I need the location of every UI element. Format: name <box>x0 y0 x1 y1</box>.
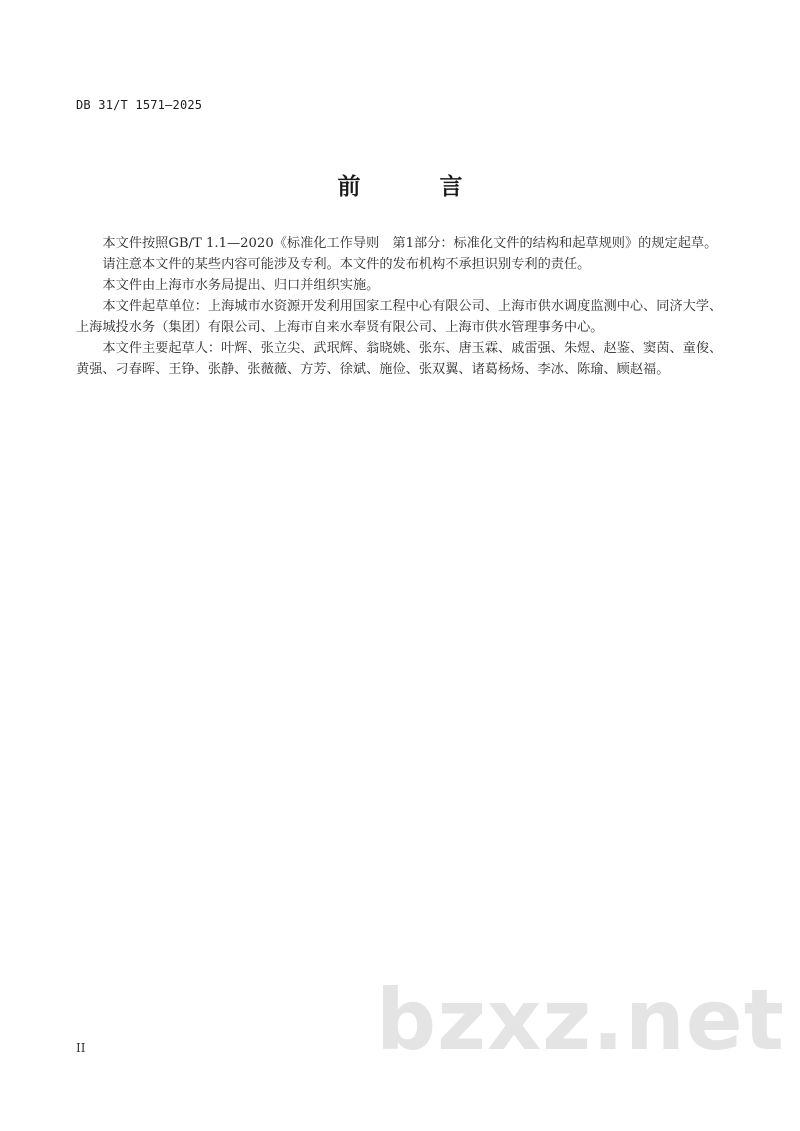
paragraph-drafting-rules: 本文件按照GB/T 1.1—2020《标准化工作导则 第1部分：标准化文件的结构和起草规则》的规定起草。 <box>102 236 718 251</box>
standard-code: DB 31/T 1571—2025 <box>76 98 203 112</box>
page-number: II <box>76 1041 86 1055</box>
paragraph-patent-notice: 请注意本文件的某些内容可能涉及专利。本文件的发布机构不承担识别专利的责任。 <box>102 257 591 272</box>
watermark: bzxz.net <box>376 971 785 1069</box>
paragraph-proposer: 本文件由上海市水务局提出、归口并组织实施。 <box>102 278 380 293</box>
document-body <box>76 233 724 380</box>
paragraph-drafting-units: 本文件起草单位：上海城市水资源开发利用国家工程中心有限公司、上海市供水调度监测中心、同济大学、上海城投水务（集团）有限公司、上海市自来水奉贤有限公司、上海市供水管理事务中心。 <box>76 299 723 335</box>
page-title: 前 言 <box>337 174 491 200</box>
paragraph-drafters: 本文件主要起草人：叶辉、张立尖、武珉辉、翁晓姚、张东、唐玉霖、戚雷强、朱煜、赵鉴、窦茵、童俊、黄强、刁春晖、王铮、张静、张薇薇、方芳、徐斌、施俭、张双翼、诸葛杨炀、李冰、陈瑜、顾赵福。 <box>76 341 723 377</box>
